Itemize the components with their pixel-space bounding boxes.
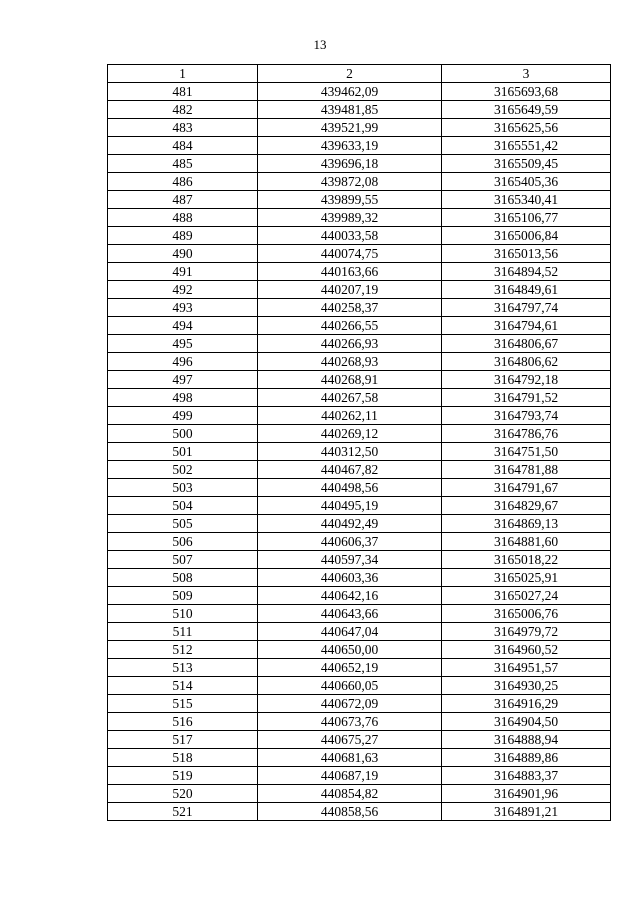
table-row [108, 767, 611, 785]
point-number-cell: 485 [108, 155, 258, 173]
x-coordinate-cell: 439696,18 [258, 155, 442, 173]
table-row [108, 209, 611, 227]
y-coordinate-cell: 3165025,91 [442, 569, 611, 587]
y-coordinate-cell: 3165013,56 [442, 245, 611, 263]
x-coordinate-cell: 440498,56 [258, 479, 442, 497]
point-number-cell: 492 [108, 281, 258, 299]
y-coordinate-cell: 3164751,50 [442, 443, 611, 461]
y-coordinate-cell: 3165027,24 [442, 587, 611, 605]
x-coordinate-cell: 440207,19 [258, 281, 442, 299]
table-row [108, 605, 611, 623]
x-coordinate-cell: 440597,34 [258, 551, 442, 569]
table-row [108, 515, 611, 533]
y-coordinate-cell: 3164881,60 [442, 533, 611, 551]
y-coordinate-cell: 3164829,67 [442, 497, 611, 515]
x-coordinate-cell: 439481,85 [258, 101, 442, 119]
x-coordinate-cell: 440675,27 [258, 731, 442, 749]
table-row [108, 641, 611, 659]
x-coordinate-cell: 440854,82 [258, 785, 442, 803]
y-coordinate-cell: 3164891,21 [442, 803, 611, 821]
table-row [108, 443, 611, 461]
x-coordinate-cell: 440642,16 [258, 587, 442, 605]
point-number-cell: 487 [108, 191, 258, 209]
x-coordinate-cell: 440660,05 [258, 677, 442, 695]
y-coordinate-cell: 3164951,57 [442, 659, 611, 677]
x-coordinate-cell: 440495,19 [258, 497, 442, 515]
point-number-cell: 517 [108, 731, 258, 749]
point-number-cell: 503 [108, 479, 258, 497]
table-row [108, 371, 611, 389]
y-coordinate-cell: 3165693,68 [442, 83, 611, 101]
table-row [108, 317, 611, 335]
column-header-2: 2 [258, 65, 442, 83]
x-coordinate-cell: 439462,09 [258, 83, 442, 101]
table-row [108, 191, 611, 209]
y-coordinate-cell: 3164792,18 [442, 371, 611, 389]
table-row [108, 713, 611, 731]
x-coordinate-cell: 440647,04 [258, 623, 442, 641]
y-coordinate-cell: 3164894,52 [442, 263, 611, 281]
point-number-cell: 502 [108, 461, 258, 479]
y-coordinate-cell: 3164781,88 [442, 461, 611, 479]
x-coordinate-cell: 440650,00 [258, 641, 442, 659]
point-number-cell: 510 [108, 605, 258, 623]
point-number-cell: 484 [108, 137, 258, 155]
point-number-cell: 500 [108, 425, 258, 443]
table-row [108, 551, 611, 569]
table-row [108, 353, 611, 371]
point-number-cell: 491 [108, 263, 258, 281]
point-number-cell: 518 [108, 749, 258, 767]
point-number-cell: 505 [108, 515, 258, 533]
y-coordinate-cell: 3164888,94 [442, 731, 611, 749]
coordinates-table [107, 64, 611, 821]
table-row [108, 731, 611, 749]
point-number-cell: 483 [108, 119, 258, 137]
x-coordinate-cell: 440269,12 [258, 425, 442, 443]
y-coordinate-cell: 3164889,86 [442, 749, 611, 767]
table-row [108, 83, 611, 101]
y-coordinate-cell: 3164806,67 [442, 335, 611, 353]
y-coordinate-cell: 3164794,61 [442, 317, 611, 335]
point-number-cell: 507 [108, 551, 258, 569]
y-coordinate-cell: 3165018,22 [442, 551, 611, 569]
x-coordinate-cell: 440033,58 [258, 227, 442, 245]
x-coordinate-cell: 440652,19 [258, 659, 442, 677]
y-coordinate-cell: 3164960,52 [442, 641, 611, 659]
y-coordinate-cell: 3164901,96 [442, 785, 611, 803]
table-row [108, 785, 611, 803]
column-header-3: 3 [442, 65, 611, 83]
point-number-cell: 495 [108, 335, 258, 353]
y-coordinate-cell: 3165006,76 [442, 605, 611, 623]
table-row [108, 695, 611, 713]
point-number-cell: 509 [108, 587, 258, 605]
point-number-cell: 499 [108, 407, 258, 425]
x-coordinate-cell: 440268,93 [258, 353, 442, 371]
x-coordinate-cell: 440266,55 [258, 317, 442, 335]
table-row [108, 749, 611, 767]
y-coordinate-cell: 3165509,45 [442, 155, 611, 173]
point-number-cell: 512 [108, 641, 258, 659]
table-row [108, 803, 611, 821]
y-coordinate-cell: 3164806,62 [442, 353, 611, 371]
table-row [108, 173, 611, 191]
table-row [108, 659, 611, 677]
table-body [108, 83, 611, 821]
table-row [108, 155, 611, 173]
x-coordinate-cell: 439521,99 [258, 119, 442, 137]
y-coordinate-cell: 3164869,13 [442, 515, 611, 533]
y-coordinate-cell: 3164883,37 [442, 767, 611, 785]
point-number-cell: 496 [108, 353, 258, 371]
table-row [108, 389, 611, 407]
y-coordinate-cell: 3164793,74 [442, 407, 611, 425]
table-row [108, 623, 611, 641]
x-coordinate-cell: 440163,66 [258, 263, 442, 281]
page-number: 13 [313, 37, 327, 52]
x-coordinate-cell: 440074,75 [258, 245, 442, 263]
x-coordinate-cell: 440268,91 [258, 371, 442, 389]
table-row [108, 569, 611, 587]
x-coordinate-cell: 440606,37 [258, 533, 442, 551]
y-coordinate-cell: 3164904,50 [442, 713, 611, 731]
point-number-cell: 513 [108, 659, 258, 677]
x-coordinate-cell: 440643,66 [258, 605, 442, 623]
table-row [108, 587, 611, 605]
column-header-1: 1 [108, 65, 258, 83]
x-coordinate-cell: 440687,19 [258, 767, 442, 785]
x-coordinate-cell: 440858,56 [258, 803, 442, 821]
table-row [108, 299, 611, 317]
table-row [108, 281, 611, 299]
point-number-cell: 515 [108, 695, 258, 713]
table-row [108, 227, 611, 245]
x-coordinate-cell: 439989,32 [258, 209, 442, 227]
point-number-cell: 482 [108, 101, 258, 119]
table-row [108, 263, 611, 281]
y-coordinate-cell: 3164930,25 [442, 677, 611, 695]
table-row [108, 335, 611, 353]
point-number-cell: 490 [108, 245, 258, 263]
x-coordinate-cell: 439872,08 [258, 173, 442, 191]
x-coordinate-cell: 440492,49 [258, 515, 442, 533]
y-coordinate-cell: 3165340,41 [442, 191, 611, 209]
y-coordinate-cell: 3164916,29 [442, 695, 611, 713]
table-row [108, 137, 611, 155]
y-coordinate-cell: 3164791,67 [442, 479, 611, 497]
x-coordinate-cell: 440266,93 [258, 335, 442, 353]
x-coordinate-cell: 440258,37 [258, 299, 442, 317]
point-number-cell: 504 [108, 497, 258, 515]
point-number-cell: 493 [108, 299, 258, 317]
x-coordinate-cell: 440673,76 [258, 713, 442, 731]
x-coordinate-cell: 440672,09 [258, 695, 442, 713]
point-number-cell: 486 [108, 173, 258, 191]
y-coordinate-cell: 3164979,72 [442, 623, 611, 641]
x-coordinate-cell: 439899,55 [258, 191, 442, 209]
point-number-cell: 488 [108, 209, 258, 227]
table-row [108, 461, 611, 479]
table-row [108, 533, 611, 551]
y-coordinate-cell: 3165625,56 [442, 119, 611, 137]
x-coordinate-cell: 440262,11 [258, 407, 442, 425]
y-coordinate-cell: 3164786,76 [442, 425, 611, 443]
table-row [108, 119, 611, 137]
table-header-row [108, 65, 611, 83]
y-coordinate-cell: 3165649,59 [442, 101, 611, 119]
x-coordinate-cell: 440681,63 [258, 749, 442, 767]
point-number-cell: 481 [108, 83, 258, 101]
x-coordinate-cell: 440267,58 [258, 389, 442, 407]
point-number-cell: 511 [108, 623, 258, 641]
y-coordinate-cell: 3165405,36 [442, 173, 611, 191]
point-number-cell: 514 [108, 677, 258, 695]
table-row [108, 479, 611, 497]
x-coordinate-cell: 440312,50 [258, 443, 442, 461]
point-number-cell: 520 [108, 785, 258, 803]
point-number-cell: 494 [108, 317, 258, 335]
x-coordinate-cell: 439633,19 [258, 137, 442, 155]
point-number-cell: 519 [108, 767, 258, 785]
y-coordinate-cell: 3164849,61 [442, 281, 611, 299]
y-coordinate-cell: 3165006,84 [442, 227, 611, 245]
table-row [108, 407, 611, 425]
x-coordinate-cell: 440467,82 [258, 461, 442, 479]
y-coordinate-cell: 3165106,77 [442, 209, 611, 227]
table-row [108, 245, 611, 263]
point-number-cell: 498 [108, 389, 258, 407]
point-number-cell: 497 [108, 371, 258, 389]
table-row [108, 497, 611, 515]
table-row [108, 677, 611, 695]
x-coordinate-cell: 440603,36 [258, 569, 442, 587]
y-coordinate-cell: 3165551,42 [442, 137, 611, 155]
point-number-cell: 508 [108, 569, 258, 587]
point-number-cell: 501 [108, 443, 258, 461]
table-row [108, 101, 611, 119]
point-number-cell: 521 [108, 803, 258, 821]
table-row [108, 425, 611, 443]
point-number-cell: 489 [108, 227, 258, 245]
point-number-cell: 506 [108, 533, 258, 551]
y-coordinate-cell: 3164791,52 [442, 389, 611, 407]
y-coordinate-cell: 3164797,74 [442, 299, 611, 317]
point-number-cell: 516 [108, 713, 258, 731]
